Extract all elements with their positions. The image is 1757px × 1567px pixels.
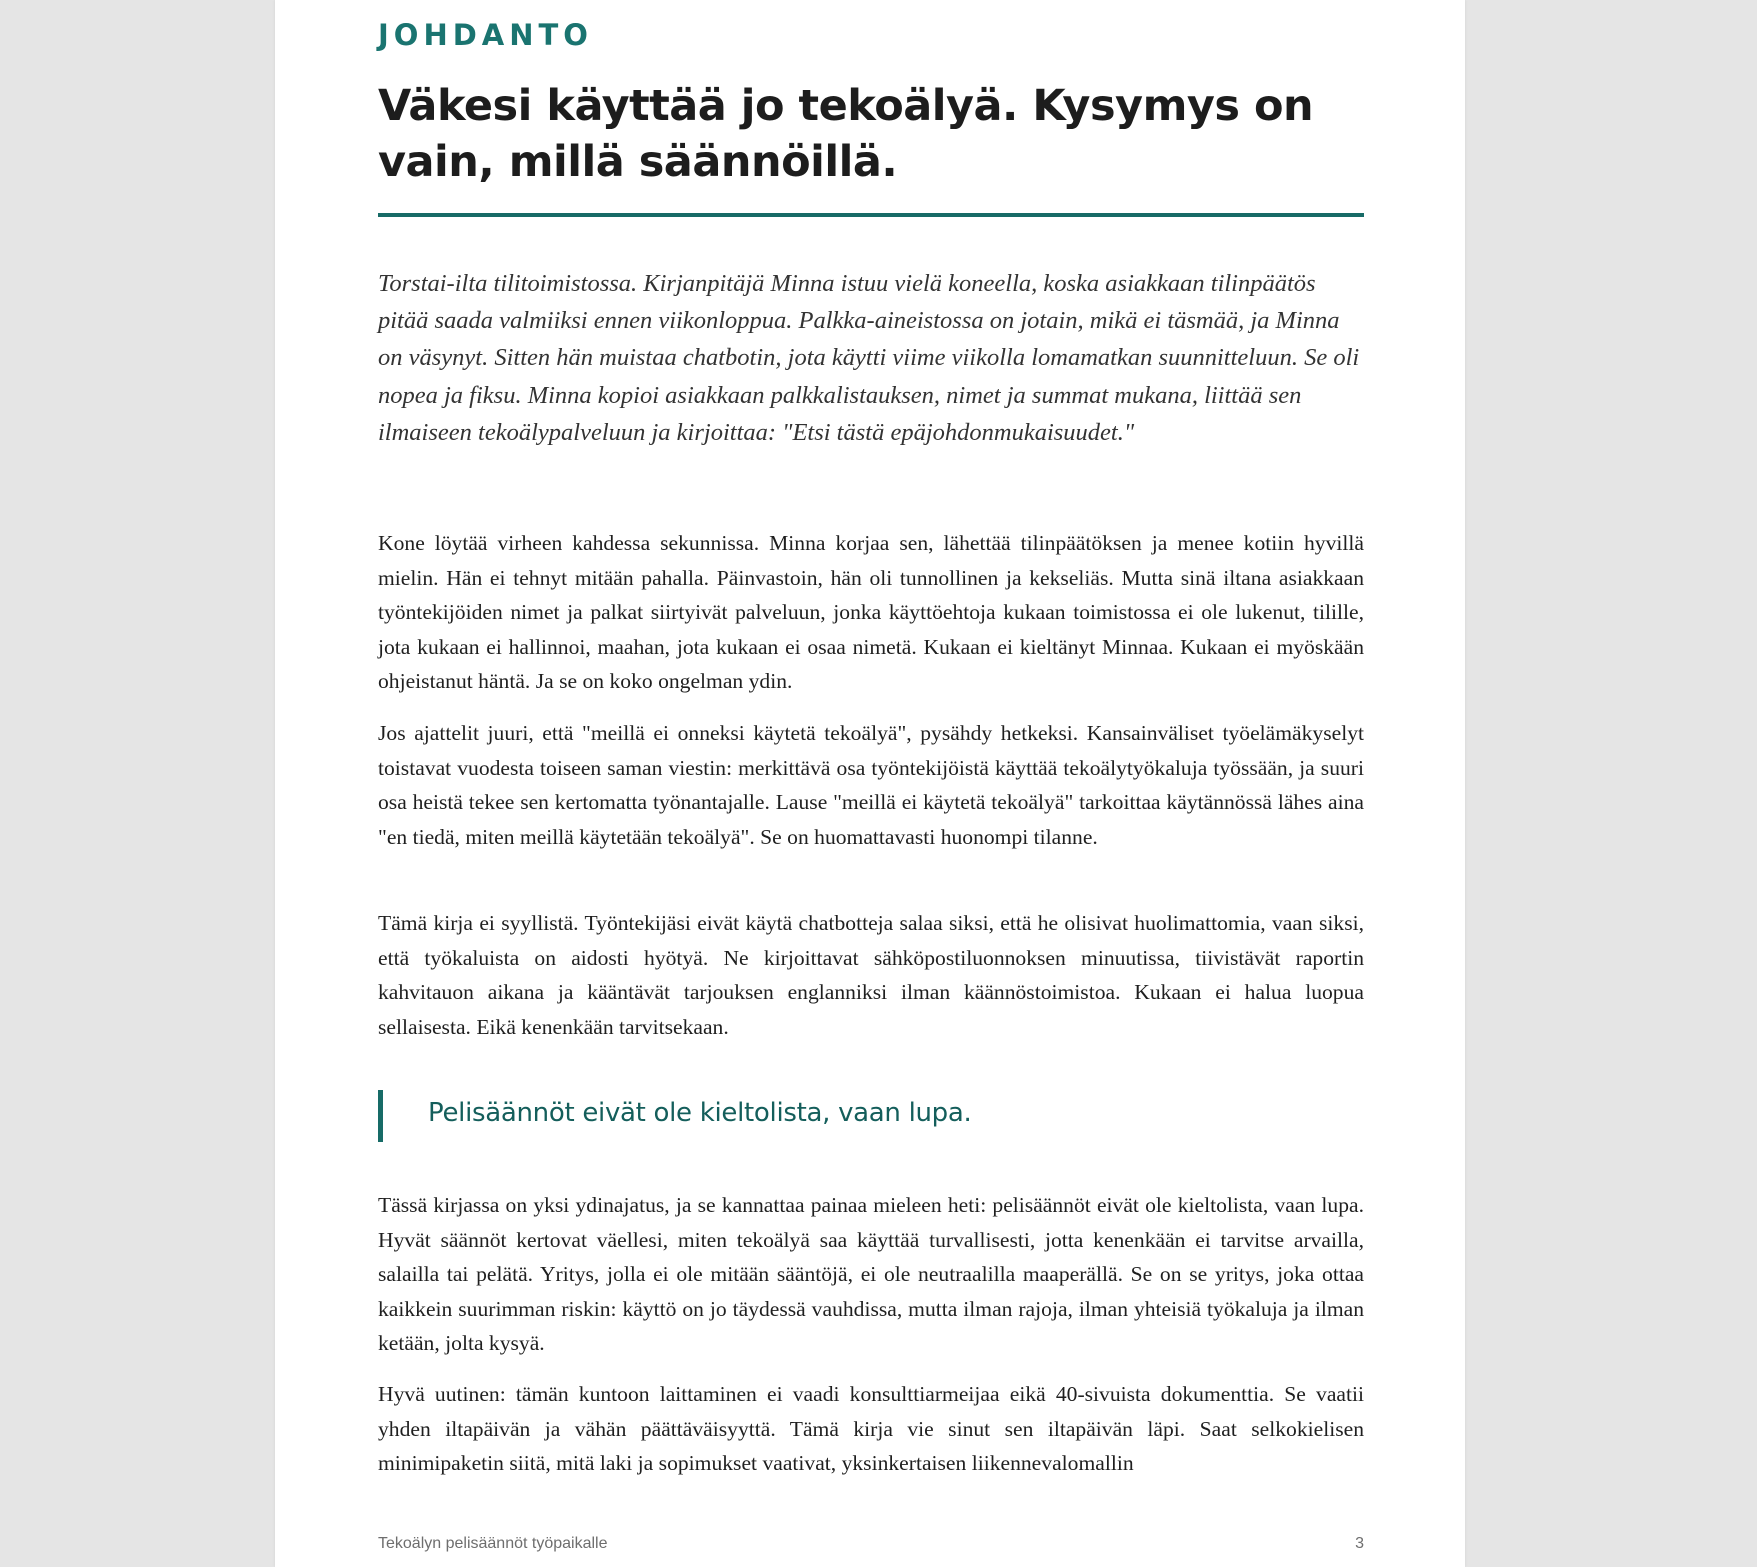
body-paragraph: Hyvä uutinen: tämän kuntoon laittaminen ei vaadi konsulttiarmeijaa eikä 40-sivuista dokumenttia. Se vaatii yhden iltapäivän ja vähän päättäväisyyttä. Tämä kirja vie sinut sen iltapäivän läpi. Saat selkokielisen minimipaketin siitä, mitä laki ja sopimukset vaativat, yksinkertaisen liikennevalomallin xyxy=(378,1382,1364,1476)
pull-quote-text: Pelisäännöt eivät ole kieltolista, vaan lupa. xyxy=(428,1098,972,1128)
pull-quote xyxy=(378,1090,1364,1142)
chapter-title: Väkesi käyttää jo tekoälyä. Kysymys on vain, millä säännöillä. xyxy=(378,81,1314,187)
body-paragraph: Tämä kirja ei syyllistä. Työntekijäsi eivät käytä chatbotteja salaa siksi, että he olisivat huolimattomia, vaan siksi, että työkaluista on aidosti hyötyä. Ne kirjoittavat sähköpostiluonnoksen minuutissa, tiivistävät raportin kahvitauon aikana ja kääntävät tarjouksen englanniksi ilman käännöstoimistoa. Kukaan ei halua luopua sellaisesta. Eikä kenenkään tarvitsekaan. xyxy=(378,911,1364,1039)
body-paragraph: Tässä kirjassa on yksi ydinajatus, ja se kannattaa painaa mieleen heti: pelisäännöt eivät ole kieltolista, vaan lupa. Hyvät säännöt kertovat väellesi, miten tekoälyä saa käyttää turvallisesti, jotta kenenkään ei tarvitse arvailla, salailla tai pelätä. Yritys, jolla ei ole mitään sääntöjä, ei ole neutraalilla maaperällä. Se on se yritys, joka ottaa kaikkein suurimman riskin: käyttö on jo täydessä vauhdissa, mutta ilman rajoja, ilman yhteisiä työkaluja ja ilman ketään, jolta kysyä. xyxy=(378,1193,1364,1356)
section-kicker: JOHDANTO xyxy=(378,18,593,52)
footer-book-title: Tekoälyn pelisäännöt työpaikalle xyxy=(378,1535,608,1552)
intro-paragraph: Torstai-ilta tilitoimistossa. Kirjanpitäjä Minna istuu vielä koneella, koska asiakkaan tilinpäätös pitää saada valmiiksi ennen viikonloppua. Palkka-aineistossa on jotain, mikä ei täsmää, ja Minna on väsynyt. Sitten hän muistaa chatbotin, jota käytti viime viikolla lomamatkan suunnitteluun. Se oli nopea ja fiksu. Minna kopioi asiakkaan palkkalistauksen, nimet ja summat mukana, liittää sen ilmaiseen tekoälypalveluun ja kirjoittaa: "Etsi tästä epäjohdonmukaisuudet." xyxy=(378,270,1360,446)
footer-page-number: 3 xyxy=(1355,1535,1364,1552)
title-divider xyxy=(378,213,1364,217)
body-paragraph: Jos ajattelit juuri, että "meillä ei onneksi käytetä tekoälyä", pysähdy hetkeksi. Kansainväliset työelämäkyselyt toistavat vuodesta toiseen saman viestin: merkittävä osa työntekijöistä käyttää tekoälytyökaluja työssään, ja suuri osa heistä tekee sen kertomatta työnantajalle. Lause "meillä ei käytetä tekoälyä" tarkoittaa käytännössä lähes aina "en tiedä, miten meillä käytetään tekoälyä". Se on huomattavasti huonompi tilanne. xyxy=(378,721,1364,849)
document-page xyxy=(275,0,1465,1567)
body-paragraph: Kone löytää virheen kahdessa sekunnissa. Minna korjaa sen, lähettää tilinpäätöksen ja menee kotiin hyvillä mielin. Hän ei tehnyt mitään pahalla. Päinvastoin, hän oli tunnollinen ja kekseliäs. Mutta sinä iltana asiakkaan työntekijöiden nimet ja palkat siirtyivät palveluun, jonka käyttöehtoja kukaan toimistossa ei ole lukenut, tilille, jota kukaan ei hallinnoi, maahan, jota kukaan ei osaa nimetä. Kukaan ei kieltänyt Minnaa. Kukaan ei myöskään ohjeistanut häntä. Ja se on koko ongelman ydin. xyxy=(378,531,1364,694)
